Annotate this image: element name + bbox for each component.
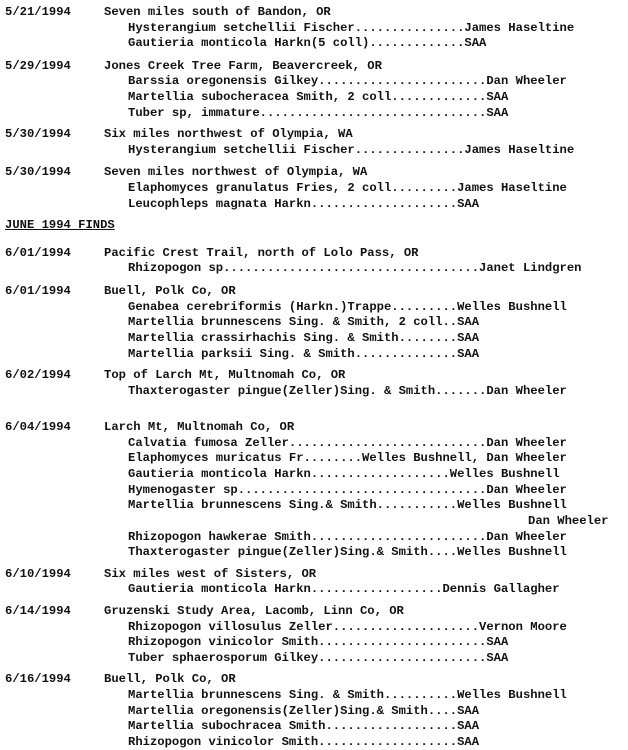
entry-date: 5/30/1994	[5, 165, 71, 180]
find-line: Martellia subochracea Smith..................SAA	[128, 719, 480, 734]
find-line: Gautieria monticola Harkn..................Dennis Gallagher	[128, 582, 560, 597]
find-line-continuation: Dan Wheeler	[528, 513, 609, 528]
find-line: Martellia parksii Sing. & Smith..............SAA	[128, 346, 480, 361]
find-line: Martellia crassirhachis Sing. & Smith........SAA	[128, 330, 480, 345]
find-line: Rhizopogon hawkerae Smith........................Dan Wheeler	[128, 529, 567, 544]
find-line: Tuber sphaerosporum Gilkey.......................SAA	[128, 650, 509, 665]
entry-date: 6/10/1994	[5, 566, 71, 581]
find-line: Elaphomyces granulatus Fries, 2 coll.........James Haseltine	[128, 181, 567, 196]
entry-date: 5/30/1994	[5, 127, 71, 142]
find-line: Hymenogaster sp..................................Dan Wheeler	[128, 482, 567, 497]
find-line: Hysterangium setchellii Fischer...............James Haseltine	[128, 20, 575, 35]
find-line: Gautieria monticola Harkn...................Welles Bushnell	[128, 466, 560, 481]
entry-location: Six miles west of Sisters, OR	[104, 566, 317, 581]
find-line: Gautieria monticola Harkn(5 coll).............SAA	[128, 36, 487, 51]
entry-location: Gruzenski Study Area, Lacomb, Linn Co, OR	[104, 603, 404, 618]
entry-location: Seven miles northwest of Olympia, WA	[104, 165, 368, 180]
entry-location: Six miles northwest of Olympia, WA	[104, 127, 353, 142]
find-line: Martellia brunnescens Sing. & Smith..........Welles Bushnell	[128, 688, 567, 702]
find-line: Genabea cerebriformis (Harkn.)Trappe.........Welles Bushnell	[128, 299, 567, 314]
find-line: Thaxterogaster pingue(Zeller)Sing. & Smith.......Dan Wheeler	[128, 383, 567, 398]
find-line: Martellia brunnescens Sing.& Smith...........Welles Bushnell	[128, 498, 567, 513]
find-line: Calvatia fumosa Zeller...........................Dan Wheeler	[128, 435, 567, 450]
entry-date: 6/14/1994	[5, 603, 71, 618]
find-line: Martellia oregonensis(Zeller)Sing.& Smith....SAA	[128, 703, 480, 718]
find-line: Rhizopogon villosulus Zeller....................Vernon Moore	[128, 619, 567, 634]
section-heading: JUNE 1994 FINDS	[5, 218, 115, 233]
find-line: Thaxterogaster pingue(Zeller)Sing.& Smith....Welles Bushnell	[128, 545, 567, 560]
entry-location: Top of Larch Mt, Multnomah Co, OR	[104, 368, 346, 382]
entry-location: Buell, Polk Co, OR	[104, 672, 236, 687]
find-line: Elaphomyces muricatus Fr........Welles Bushnell, Dan Wheeler	[128, 451, 567, 466]
find-line: Rhizopogon vinicolor Smith...................SAA	[128, 735, 480, 749]
find-line: Rhizopogon sp...................................Janet Lindgren	[128, 261, 582, 276]
entry-location: Jones Creek Tree Farm, Beavercreek, OR	[104, 58, 382, 73]
find-line: Martellia subocheracea Smith, 2 coll.............SAA	[128, 90, 509, 105]
entry-location: Larch Mt, Multnomah Co, OR	[104, 419, 295, 434]
find-line: Leucophleps magnata Harkn....................SAA	[128, 196, 480, 211]
entry-date: 6/02/1994	[5, 368, 71, 382]
entry-location: Buell, Polk Co, OR	[104, 283, 236, 298]
find-line: Tuber sp, immature...............................SAA	[128, 105, 509, 120]
find-line: Hysterangium setchellii Fischer...............James Haseltine	[128, 142, 575, 157]
entry-date: 5/21/1994	[5, 4, 71, 19]
find-line: Barssia oregonensis Gilkey.......................Dan Wheeler	[128, 74, 567, 89]
entry-location: Seven miles south of Bandon, OR	[104, 4, 331, 19]
find-line: Rhizopogon vinicolor Smith.......................SAA	[128, 635, 509, 650]
entry-date: 5/29/1994	[5, 58, 71, 73]
find-line: Martellia brunnescens Sing. & Smith, 2 coll..SAA	[128, 315, 480, 330]
entry-date: 6/01/1994	[5, 245, 71, 260]
entry-location: Pacific Crest Trail, north of Lolo Pass, OR	[104, 245, 419, 260]
entry-date: 6/16/1994	[5, 672, 71, 687]
entry-date: 6/04/1994	[5, 419, 71, 434]
entry-date: 6/01/1994	[5, 283, 71, 298]
